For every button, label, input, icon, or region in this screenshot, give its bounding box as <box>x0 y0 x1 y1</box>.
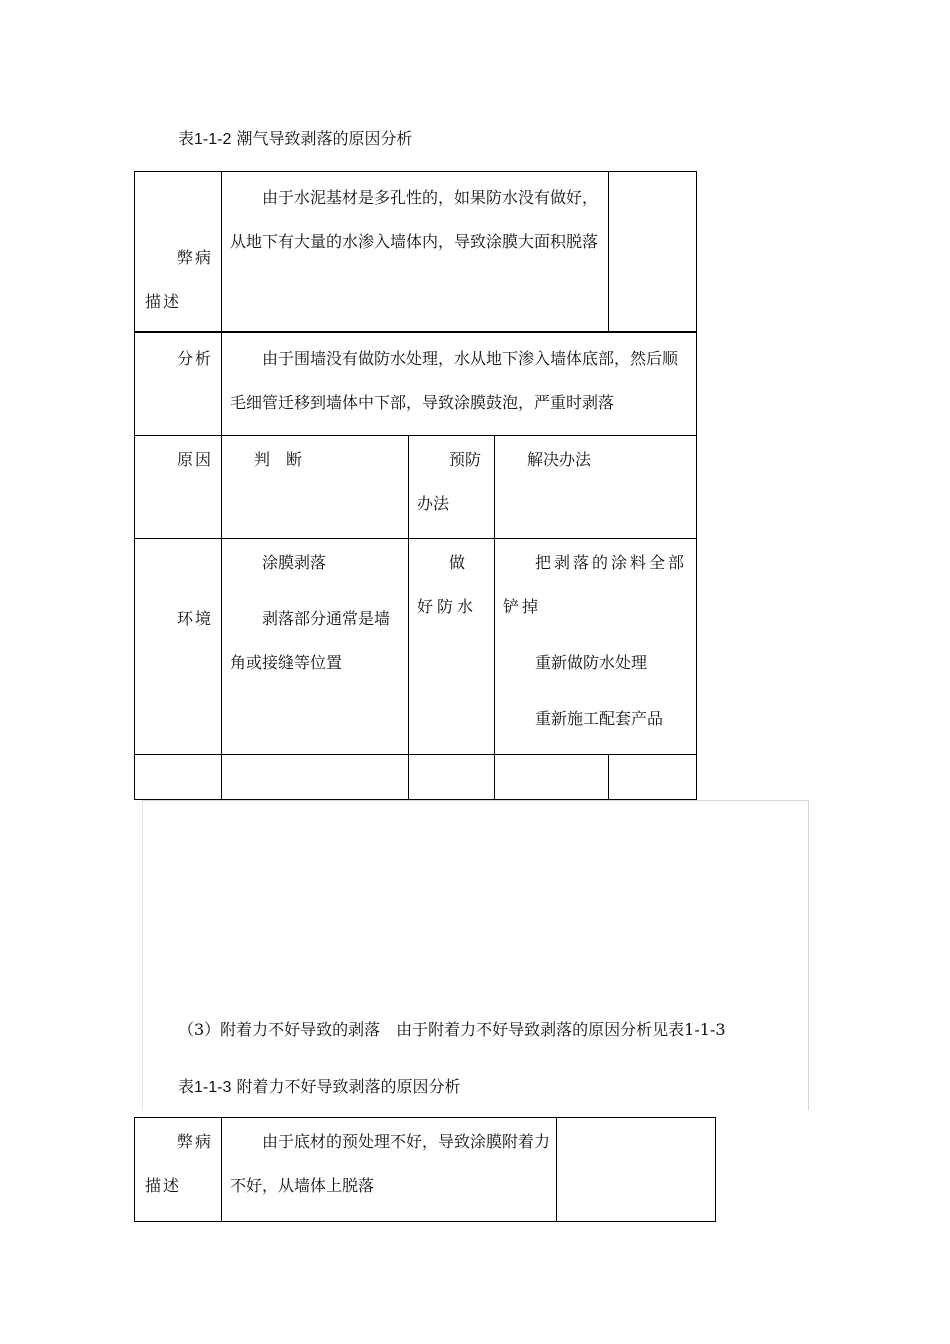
empty-cell <box>609 755 697 800</box>
faint-frame <box>142 800 809 1110</box>
table1-number: 表1-1-2 <box>178 131 232 148</box>
table1-title: 潮气导致剥落的原因分析 <box>236 129 413 148</box>
table2-description-label-cell <box>135 1118 222 1222</box>
table2-description-text: 由于底材的预处理不好，导致涂膜附着力不好，从墙体上脱落 <box>230 1132 551 1195</box>
environment-judge-cell <box>222 539 409 755</box>
header-cause: 原因 <box>135 436 222 539</box>
header-prevent-cell <box>409 436 495 539</box>
empty-cell <box>222 755 409 800</box>
analysis-text-cell <box>222 332 697 436</box>
table1-row-header <box>135 436 697 539</box>
table1 <box>134 171 697 800</box>
table2-caption <box>178 1074 460 1097</box>
environment-judge-2: 剥落部分通常是墙角或接缝等位置 <box>230 609 391 672</box>
description-label-cell <box>135 172 222 332</box>
table2-description-label-2: 描述 <box>145 1176 182 1195</box>
environment-label: 环境 <box>135 539 222 755</box>
environment-prevent-cell <box>409 539 495 755</box>
table1-row-empty <box>135 755 697 800</box>
environment-solution-2: 重新做防水处理 <box>535 653 648 672</box>
section-3-heading: （3）附着力不好导致的剥落 由于附着力不好导致剥落的原因分析见表1-1-3 <box>178 1020 726 1039</box>
analysis-text: 由于围墙没有做防水处理，水从地下渗入墙体底部，然后顺毛细管迁移到墙体中下部，导致涂膜鼓泡，严重时剥落 <box>230 348 679 412</box>
table2 <box>134 1117 716 1222</box>
table2-description-label-1: 弊病 <box>176 1132 213 1151</box>
table2-empty-cell <box>557 1118 716 1222</box>
environment-prevent: 做好防水 <box>417 553 478 616</box>
table1-row-analysis <box>135 332 697 436</box>
table1-row-environment <box>135 539 697 755</box>
environment-judge-1: 涂膜剥落 <box>262 553 327 572</box>
table2-title: 附着力不好导致剥落的原因分析 <box>236 1077 461 1096</box>
environment-solution-cell <box>495 539 697 755</box>
table2-description-text-cell <box>222 1118 557 1222</box>
empty-cell <box>135 755 222 800</box>
table1-row-description <box>135 172 697 332</box>
environment-solution-1: 把剥落的涂料全部铲掉 <box>503 553 688 616</box>
header-prevent: 预防办法 <box>417 450 482 513</box>
empty-cell <box>409 755 495 800</box>
empty-cell <box>495 755 609 800</box>
description-text-cell <box>222 172 609 332</box>
header-judge: 判 断 <box>222 436 409 539</box>
description-label-2: 描述 <box>145 292 182 311</box>
table1-caption <box>178 126 412 149</box>
header-solution: 解决办法 <box>495 436 697 539</box>
environment-solution-3: 重新施工配套产品 <box>535 709 664 728</box>
description-label-1: 弊病 <box>176 248 213 267</box>
analysis-label: 分析 <box>135 332 222 436</box>
table2-number: 表1-1-3 <box>178 1079 232 1096</box>
description-empty-cell <box>609 172 697 332</box>
table2-row-description <box>135 1118 716 1222</box>
description-text: 由于水泥基材是多孔性的，如果防水没有做好，从地下有大量的水渗入墙体内，导致涂膜大面积脱落 <box>230 188 599 251</box>
